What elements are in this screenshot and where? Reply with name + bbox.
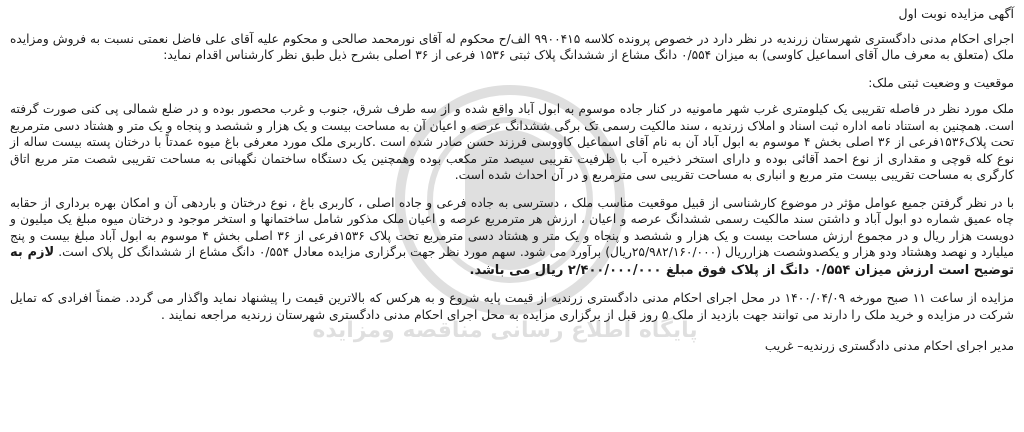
valuation-bold-text: لازم به توضیح است ارزش میزان ۰/۵۵۴ دانگ از پلاک فوق مبلغ ۲/۴۰۰/۰۰۰/۰۰۰ ریال می باشد. — [10, 245, 1014, 278]
valuation-paragraph — [10, 195, 1014, 280]
description-paragraph: ملک مورد نظر در فاصله تقریبی یک کیلومتری غرب شهر مامونیه در کنار جاده موسوم به ابول آباد واقع شده و از سه طرف شرق، جنوب و غرب محصور بوده و در ضلع شمالی پی کنی صورت گرفته است. همچنین به استناد نامه اداره ثبت اسناد و املاک زرندیه ، سند مالکیت رسمی تک برگی ششدانگ عرصه و اعیان آن به مساحت بیست و یک هزار و ششصد و پنجاه و یک متر و هشتاد دسی مترمربع تحت پلاک۱۵۳۶فرعی از ۳۶ اصلی بخش ۴ موسوم به ابول آباد آن به نام آقای اسماعیل کاووسی فرزند حسن صادر شده است .کاربری ملک مورد معرفی باغ میوه عمدتاً با درختان پسته بیست ساله از نوع کله قوچی و مقداری از نوع احمد آقائی بوده و دارای استخر ذخیره آب با ظرفیت تقریبی سیصد متر مکعب بوده وهمچنین یک دستگاه ساختمان نگهبانی به مساحت تقریبی شصت متر مربع اتاق کارگری به مساحت تقریبی بیست متر مربع و انباری به مساحت تقریبی سی مترمربع و در آن احداث شده است. — [10, 102, 1014, 182]
valuation-text: با در نظر گرفتن جمیع عوامل مؤثر در موضوع کارشناسی از قبیل موقعیت مناسب ملک ، دسترسی به جاده فرعی و جاده اصلی ، کاربری باغ ، نوع درختان و باردهی آن و امکان بهره برداری از حقابه چاه عمیق شماره دو ابول آباد و داشتن سند مالکیت رسمی ششدانگ عرصه و اعیان ، ارزش هر مترمربع عرصه و اعیان ملک مذکور شامل ساختمانها و استخر موجود و درختان میوه مبلغ یک میلیون و دویست هزار ریال و در مجموع ارزش مساحت بیست و یک هزار و ششصد و پنجاه و یک متر و هشتاد دسی مترمربع تحت پلاک ۱۵۳۶فرعی از ۳۶ اصلی بخش ۴ موسوم به ابول آباد مبلغ بیست و پنج میلیارد و نهصد وهشتاد ودو هزار و یکصدوشصت هزارریال (۲۵/۹۸۲/۱۶۰/۰۰۰ریال) برآورد می شود. سهم مورد نظر جهت برگزاری مزایده معادل ۰/۵۵۴ دانگ مشاع از ششدانگ کل پلاک است. — [10, 195, 1015, 259]
signature-line: مدیر اجرای احکام مدنی دادگستری زرندیه– غریب — [764, 339, 1014, 353]
notice-title: آگهی مزایده نوبت اول — [898, 6, 1014, 21]
intro-paragraph: اجرای احکام مدنی دادگستری شهرستان زرندیه در نظر دارد در خصوص پرونده کلاسه ۹۹۰۰۴۱۵ الف/ح محکوم له آقای نورمحمد صالحی و محکوم علیه آقای علی فاضل نعمتی نسبت به فروش ومزایده ملک (متعلق به معرف مال آقای اسماعیل کاوسی) به میزان ۰/۵۵۴ دانگ مشاع از ششدانگ پلاک ثبتی ۱۵۳۶ فرعی از ۳۶ اصلی بشرح ذیل طبق نظر کارشناس اقدام نماید: — [10, 31, 1014, 62]
watermark-text: پایگاه اطلاع رسانی مناقصه ومزایده — [312, 318, 698, 343]
auction-paragraph: مزایده از ساعت ۱۱ صبح مورخه ۱۴۰۰/۰۴/۰۹ در محل اجرای احکام مدنی دادگستری زرندیه از قیمت پایه شروع و به هرکس که بالاترین قیمت را پیشنهاد نماید واگذار می گردد. ضمناً افرادی که تمایل شرکت در مزایده و خرید ملک را دارند می توانند جهت بازدید از ملک ۵ روز قبل از برگزاری مزایده به محل اجرای احکام مدنی دادگستری شهرستان زرندیه مراجعه نمایند . — [10, 291, 1014, 322]
section-heading: موقعیت و وضعیت ثبتی ملک: — [868, 75, 1014, 90]
